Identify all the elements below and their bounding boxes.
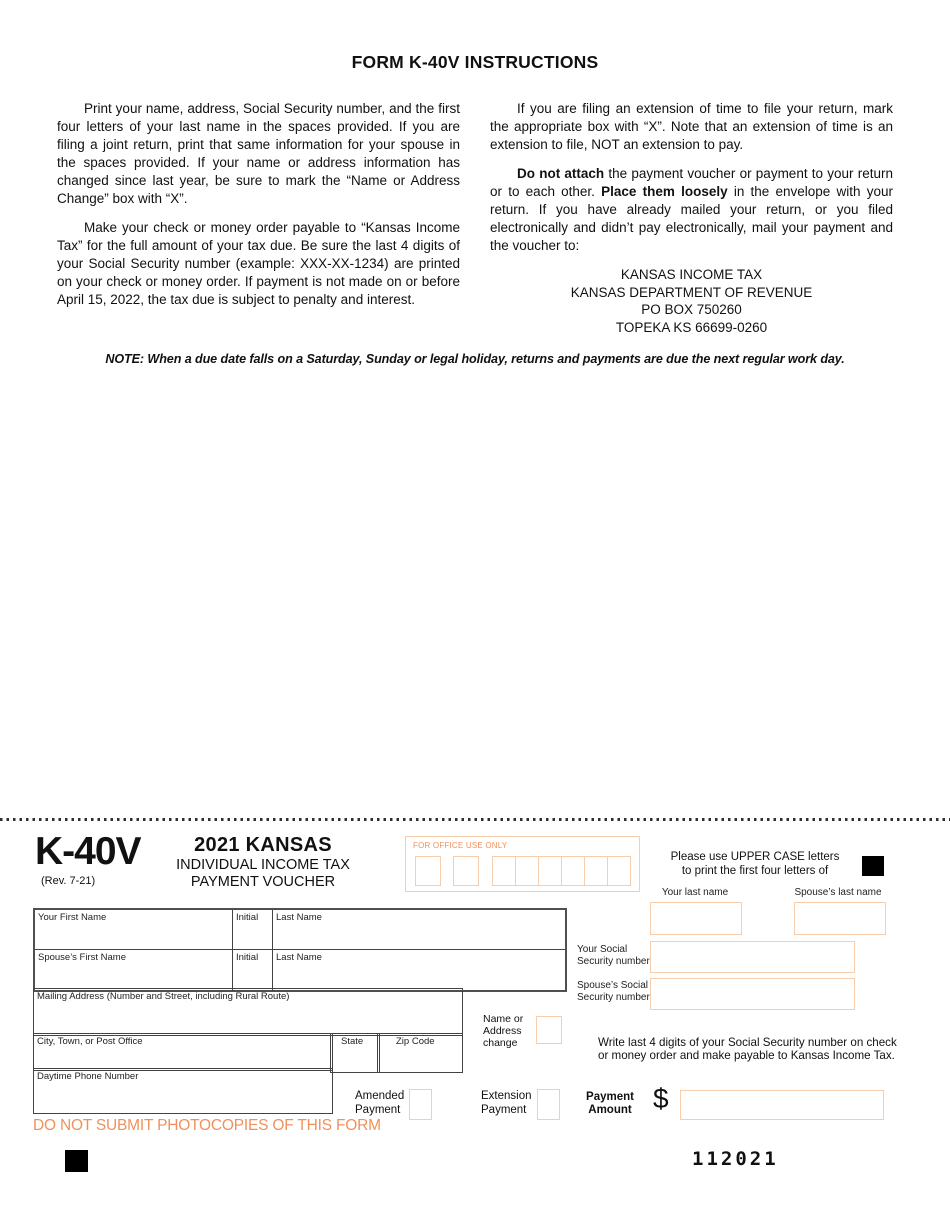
last-name-field[interactable]: Last Name	[273, 910, 565, 950]
payment-amount-input[interactable]	[680, 1090, 884, 1120]
your-ssn-input[interactable]	[650, 941, 855, 973]
left-paragraph-1: Print your name, address, Social Security number, and the first four letters of your last name in the spaces provided. If you are filing a joint return, print that same information for your spouse in the spaces provided. If your name or address information has changed since last year, be sure to mark the “Name or Address Change” box with “X”.	[57, 101, 460, 206]
office-use-cell	[584, 856, 608, 886]
voucher-year-title: 2021 KANSAS	[194, 834, 332, 856]
spouse-ssn-input[interactable]	[650, 978, 855, 1010]
extension-payment-label: Extension Payment	[481, 1090, 532, 1116]
office-use-cell	[453, 856, 479, 886]
mailing-address-field[interactable]: Mailing Address (Number and Street, including Rural Route)	[33, 988, 463, 1036]
office-use-box	[405, 836, 640, 892]
your-last-name-input[interactable]	[650, 902, 742, 935]
bold-do-not-attach: Do not attach	[517, 166, 605, 181]
scanline-number: 112021	[692, 1148, 779, 1170]
spouse-last-name-field[interactable]: Last Name	[276, 952, 322, 963]
your-last-name-label: Your last name	[661, 887, 729, 898]
office-use-cell-group	[493, 856, 631, 886]
voucher-subtitle-2: PAYMENT VOUCHER	[190, 874, 336, 890]
name-change-checkbox[interactable]	[536, 1016, 562, 1044]
amended-payment-checkbox[interactable]	[409, 1089, 432, 1120]
instructions-section	[57, 52, 893, 336]
right-paragraph-2: Do not attach the payment voucher or payment to your return or to each other. Place them loosely in the envelope with your return. If you have already mailed your return, or you filed electronically and didn’t pay electronically, mail your payment and the voucher to:	[490, 166, 893, 253]
office-use-cell	[607, 856, 631, 886]
initial-field[interactable]: Initial	[233, 910, 273, 950]
due-date-note: NOTE: When a due date falls on a Saturday, Sunday or legal holiday, returns and payments are due the next regular work day.	[105, 352, 845, 366]
voucher-revision: (Rev. 7-21)	[41, 875, 96, 887]
office-use-cell	[415, 856, 441, 886]
state-field[interactable]: State	[330, 1033, 380, 1073]
page-title: FORM K-40V INSTRUCTIONS	[351, 52, 599, 72]
bold-place-them-loosely: Place them loosely	[601, 184, 728, 199]
mail-address-line: KANSAS DEPARTMENT OF REVENUE	[570, 284, 813, 300]
office-use-cell	[492, 856, 516, 886]
mail-address-line: TOPEKA KS 66699-0260	[615, 319, 768, 335]
amended-payment-label: Amended Payment	[355, 1090, 405, 1116]
name-change-label: Name or Address change	[483, 1013, 524, 1049]
office-use-cell	[538, 856, 562, 886]
left-paragraph-2: Make your check or money order payable to “Kansas Income Tax” for the full amount of your tax due. Be sure the last 4 digits of your Social Security number (example: XXX-XX-1234) are printed on your check or money order. If payment is not made on or before April 15, 2022, the tax due is subject to penalty and interest.	[57, 220, 460, 307]
extension-payment-checkbox[interactable]	[537, 1089, 560, 1120]
first-name-field[interactable]: Your First Name	[35, 910, 233, 950]
office-use-cell	[515, 856, 539, 886]
perforation-line	[0, 818, 950, 821]
registration-mark-bottom	[65, 1150, 88, 1172]
daytime-phone-field[interactable]: Daytime Phone Number	[33, 1068, 333, 1114]
instructions-left-column	[57, 100, 460, 336]
spouse-last-name-input[interactable]	[794, 902, 886, 935]
spouse-initial-field[interactable]: Initial	[233, 950, 273, 990]
spouse-ssn-label: Spouse’s Social Security number	[577, 980, 650, 1003]
name-table	[33, 908, 567, 992]
city-field[interactable]: City, Town, or Post Office	[33, 1033, 333, 1071]
voucher-subtitle-1: INDIVIDUAL INCOME TAX	[176, 857, 350, 873]
voucher-form-id: K-40V	[35, 830, 141, 873]
office-use-label: FOR OFFICE USE ONLY	[413, 841, 508, 850]
mailing-address-block	[490, 266, 893, 336]
mail-address-line: PO BOX 750260	[641, 302, 742, 317]
office-use-cell	[561, 856, 585, 886]
registration-mark-top	[862, 856, 884, 876]
spouse-last-name-label: Spouse’s last name	[794, 887, 882, 898]
instructions-right-column	[490, 100, 893, 336]
voucher-title	[135, 834, 391, 891]
your-ssn-label: Your Social Security number	[577, 944, 650, 967]
uppercase-instruction: Please use UPPER CASE letters to print the first four letters of	[670, 851, 840, 877]
mail-address-line: KANSAS INCOME TAX	[620, 267, 763, 282]
spouse-first-name-field[interactable]: Spouse’s First Name	[35, 950, 233, 990]
zip-code-field[interactable]: Zip Code	[377, 1033, 463, 1073]
payment-amount-label: Payment Amount	[586, 1091, 634, 1116]
write-last4-note: Write last 4 digits of your Social Security number on check or money order and make payable to Kansas Income Tax.	[598, 1036, 897, 1062]
right-paragraph-1: If you are filing an extension of time to file your return, mark the appropriate box with “X”. Note that an extension of time is an extension to file, NOT an extension to pay.	[490, 101, 893, 152]
do-not-submit-warning: DO NOT SUBMIT PHOTOCOPIES OF THIS FORM	[33, 1117, 381, 1134]
dollar-sign: $	[653, 1083, 669, 1114]
